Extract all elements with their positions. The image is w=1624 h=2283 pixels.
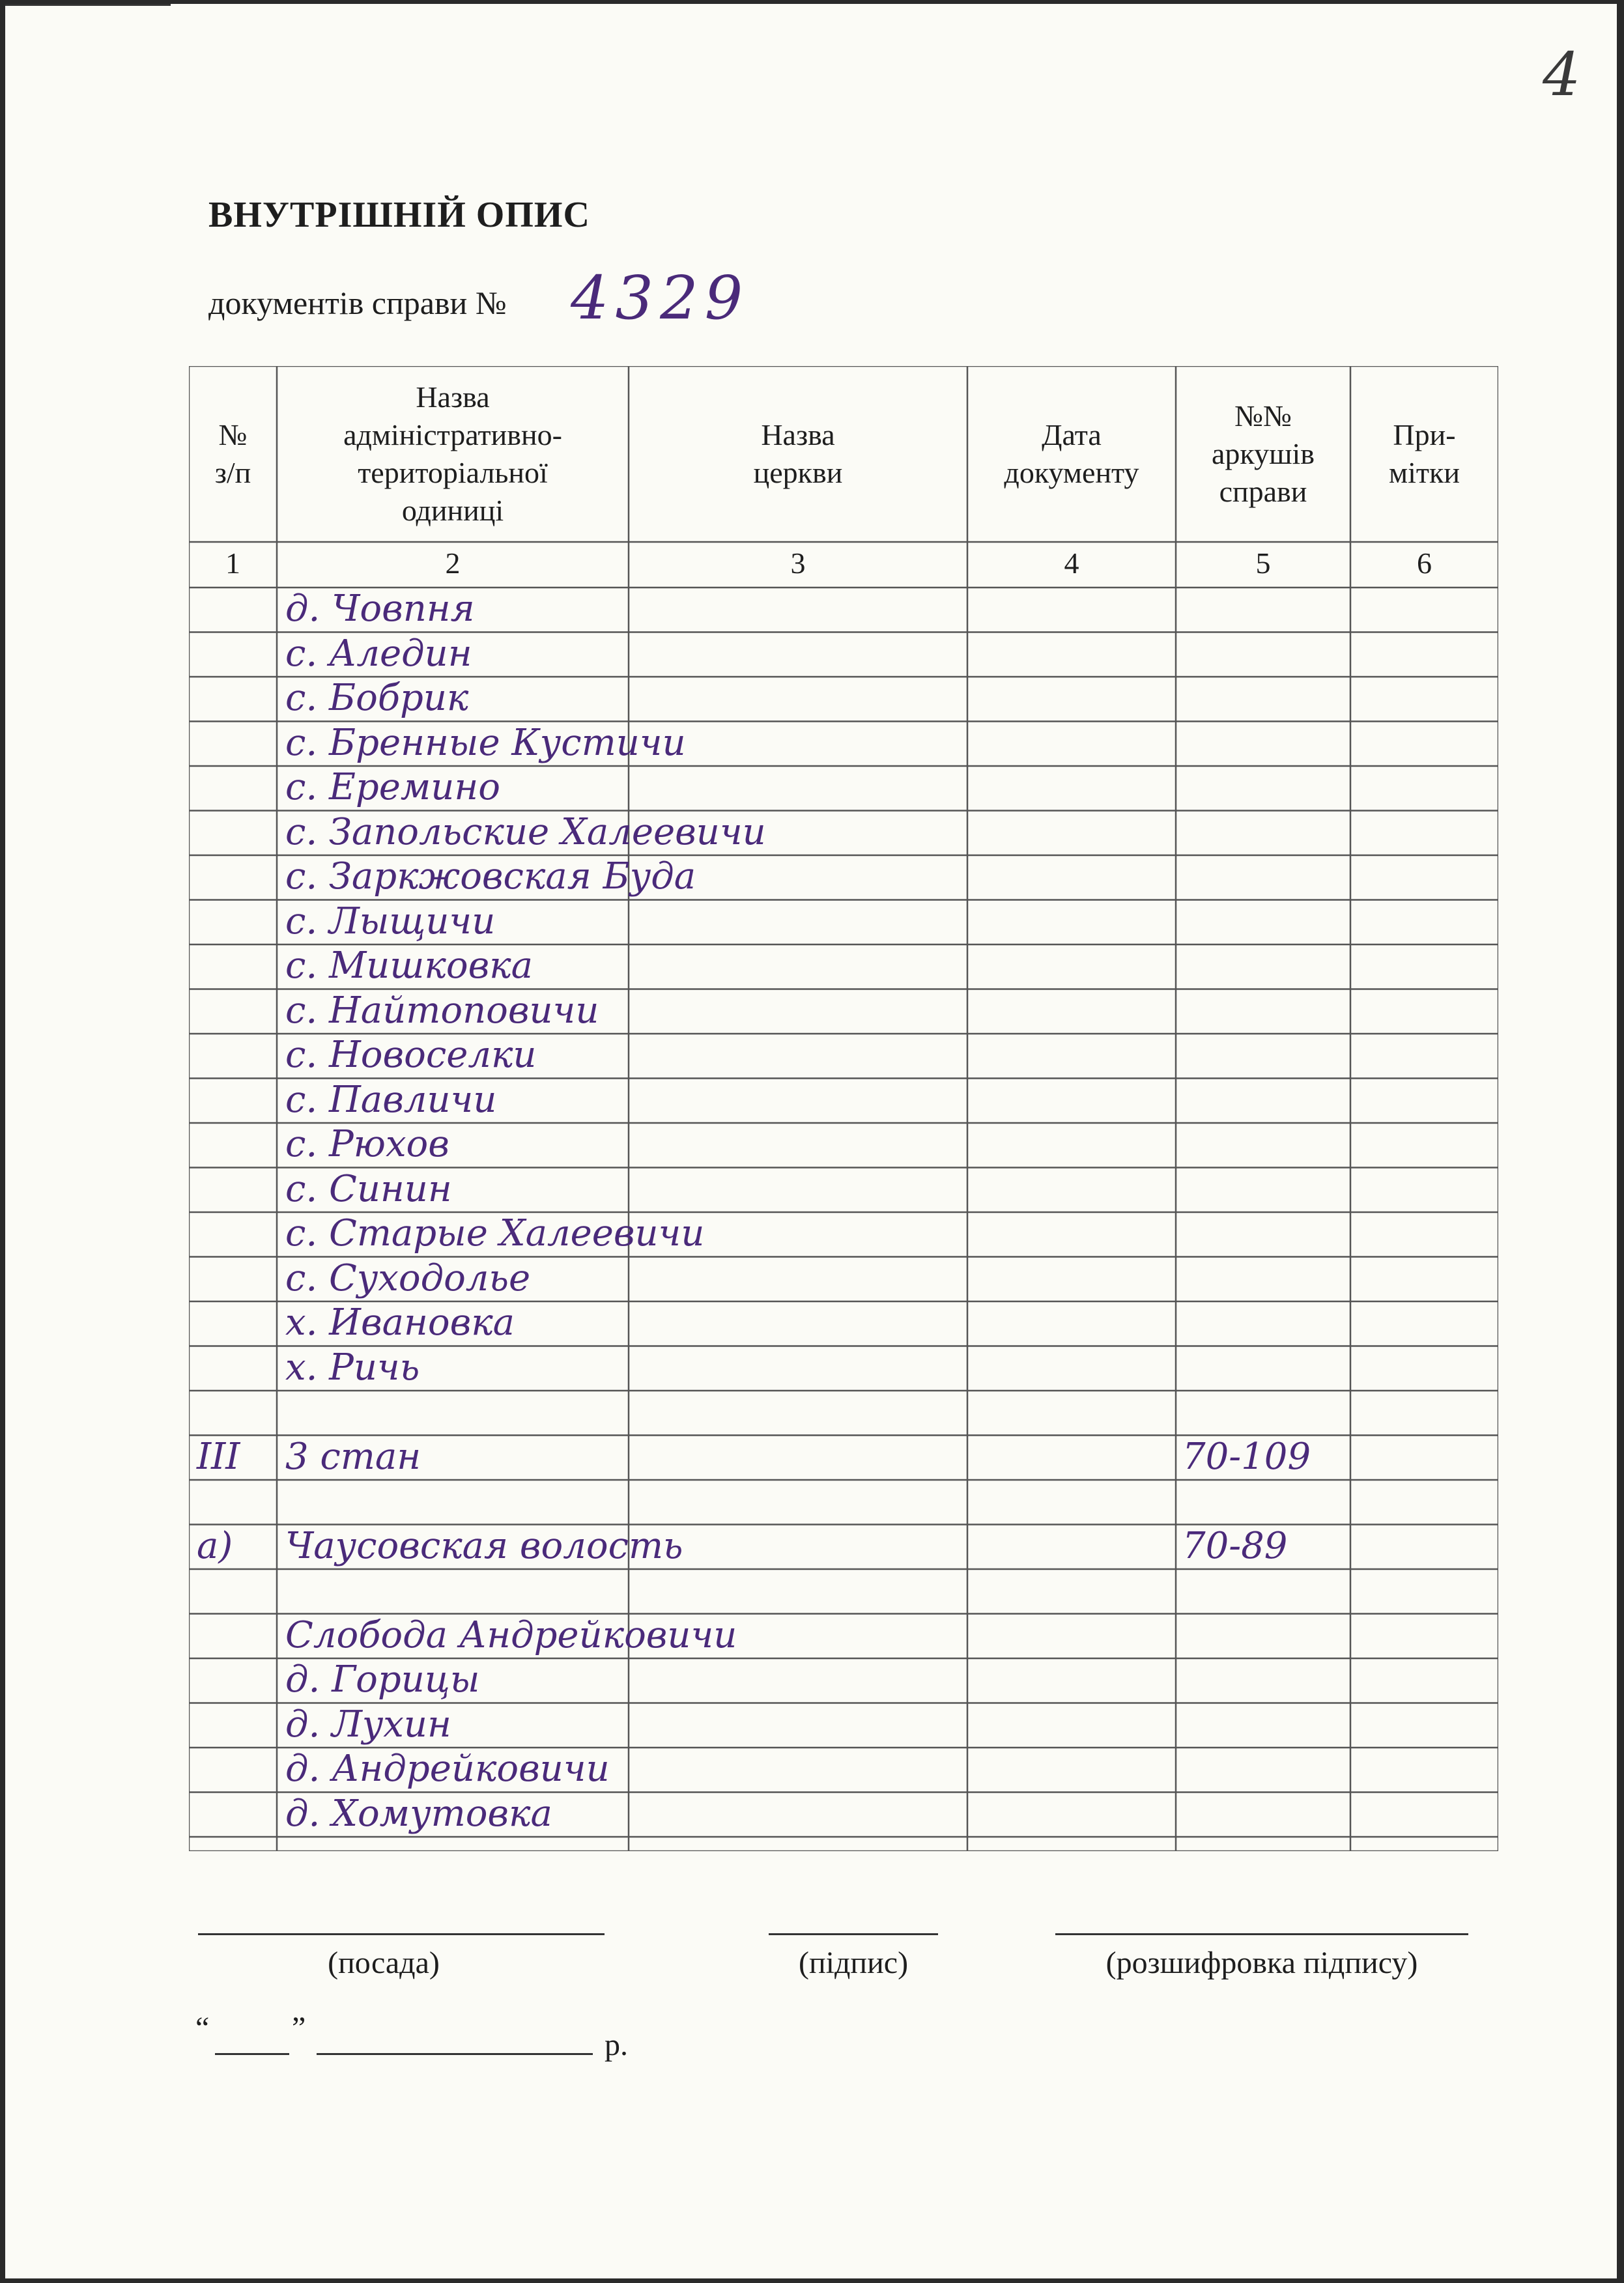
row-sheets: 70-109	[1182, 1435, 1311, 1478]
row-admin-unit: 3 стан	[285, 1435, 421, 1478]
column-number: 2	[445, 546, 461, 580]
row-admin-unit: с. Еремино	[285, 766, 500, 808]
row-admin-unit: с. Суходолье	[285, 1256, 531, 1299]
row-admin-unit: с. Синин	[285, 1167, 452, 1210]
row-admin-unit: с. Лыщичи	[285, 900, 496, 943]
transcript-line	[1055, 1933, 1468, 1935]
row-sheets: 70-89	[1182, 1524, 1288, 1567]
row-admin-unit: с. Заркжовская Буда	[285, 855, 696, 898]
row-admin-unit: д. Човпня	[285, 588, 475, 630]
row-number: а)	[197, 1524, 233, 1567]
row-admin-unit: с. Мишковка	[285, 944, 533, 987]
position-label: (посада)	[328, 1946, 440, 1980]
row-admin-unit: Чаусовская волость	[285, 1524, 683, 1567]
row-admin-unit: с. Найтоповичи	[285, 989, 599, 1032]
date-close-quote: ”	[292, 2011, 306, 2045]
case-number-underline	[5, 4, 171, 6]
row-admin-unit: с. Аледин	[285, 632, 472, 675]
signature-label: (підпис)	[798, 1946, 909, 1980]
header-date: Дата документу	[1004, 418, 1139, 489]
header-num: № з/п	[214, 418, 251, 489]
column-number: 1	[225, 546, 240, 580]
row-number: III	[197, 1435, 240, 1478]
row-admin-unit: с. Запольские Халеевичи	[285, 810, 766, 853]
transcript-label: (розшифровка підпису)	[1105, 1946, 1418, 1980]
document-title: ВНУТРІШНІЙ ОПИС	[208, 195, 590, 235]
row-admin-unit: д. Хомутовка	[285, 1792, 552, 1835]
row-admin-unit: с. Старые Халеевичи	[285, 1212, 705, 1255]
date-month-line	[317, 2053, 593, 2055]
position-line	[198, 1933, 605, 1935]
row-admin-unit: д. Андрейковичи	[285, 1748, 610, 1790]
document-subtitle: документів справи №	[208, 285, 507, 321]
row-admin-unit: с. Рюхов	[285, 1123, 449, 1165]
page-number: 4	[1543, 40, 1581, 109]
row-admin-unit: с. Бренные Кустичи	[285, 721, 686, 764]
row-admin-unit: Слобода Андрейковичи	[285, 1613, 737, 1656]
row-admin-unit: д. Горицы	[285, 1658, 480, 1701]
signature-line	[769, 1933, 938, 1935]
row-admin-unit: с. Новоселки	[285, 1034, 537, 1076]
header-church: Назва церкви	[753, 418, 843, 489]
column-number: 6	[1417, 546, 1432, 580]
header-sheets: №№ аркушів справи	[1211, 399, 1315, 508]
row-admin-unit: с. Павличи	[285, 1078, 497, 1121]
date-day-line	[215, 2053, 289, 2055]
header-admin-unit: Назва адміністративно- територіальної одиниці	[343, 380, 562, 527]
document-sheet	[5, 4, 1617, 2278]
header-notes: При- мітки	[1389, 418, 1460, 489]
column-number: 4	[1064, 546, 1079, 580]
row-admin-unit: х. Ричь	[285, 1346, 420, 1389]
row-admin-unit: с. Бобрик	[285, 677, 469, 719]
row-admin-unit: х. Ивановка	[285, 1301, 515, 1344]
date-suffix: р.	[605, 2028, 628, 2062]
date-open-quote: “	[195, 2011, 210, 2045]
case-number: 4329	[571, 263, 750, 333]
column-number: 3	[790, 546, 806, 580]
column-number: 5	[1255, 546, 1271, 580]
row-admin-unit: д. Лухин	[285, 1703, 451, 1746]
inventory-table	[189, 366, 1498, 1851]
